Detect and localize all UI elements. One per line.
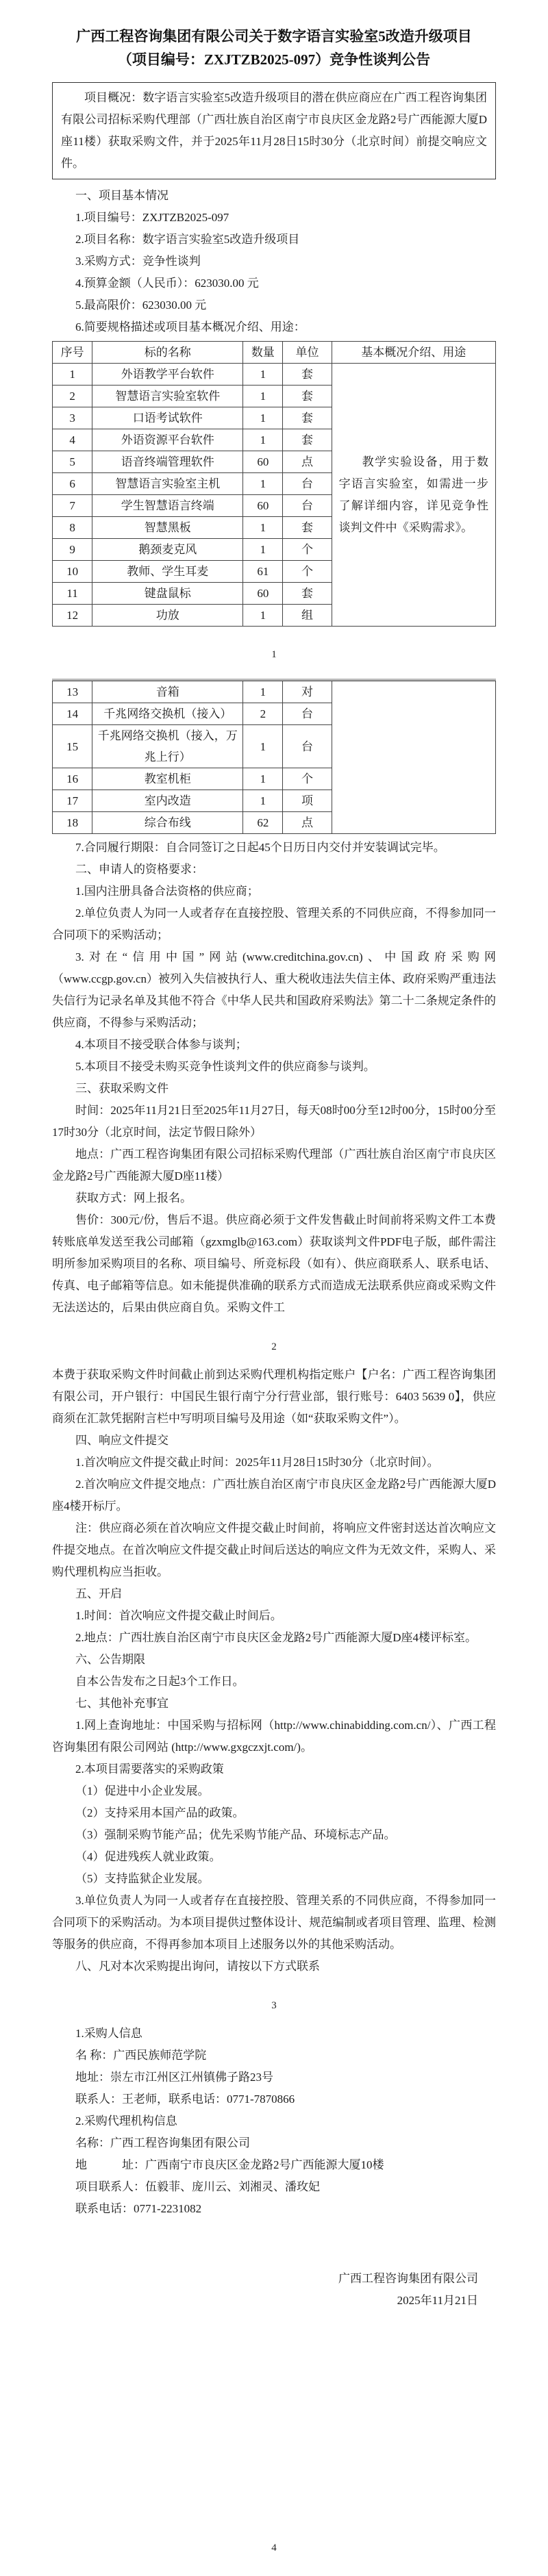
cell-name: 语音终端管理软件 — [92, 451, 243, 473]
cell-unit: 套 — [283, 429, 332, 451]
paragraph: 1.国内注册具备合法资格的供应商； — [75, 885, 259, 898]
usage-note-cell-empty — [332, 681, 495, 834]
cell-qty: 61 — [243, 561, 283, 583]
paragraph: 本费于获取采购文件时间截止前到达采购代理机构指定账户【户名：广西工程咨询集团有限公司，开户银行：中国民生银行南宁分行营业部，银行账号：6403 5639 0】，供应商须在汇款凭据附言栏中写明项目编号及用途（如“获取采购文件”）。 — [52, 1368, 496, 1425]
paragraph: 名 称：广西民族师范学院 — [75, 2049, 207, 2062]
cell-name: 智慧语言实验室主机 — [92, 473, 243, 495]
cell-unit: 项 — [283, 790, 332, 812]
paragraph: （3）强制采购节能产品；优先采购节能产品、环境标志产品。 — [75, 1828, 396, 1841]
cell-name: 千兆网络交换机（接入） — [92, 703, 243, 725]
section-heading-8: 八、凡对本次采购提出询问，请按以下方式联系 — [75, 1960, 320, 1973]
cell-qty: 1 — [243, 768, 283, 790]
paragraph: 7.合同履行期限：自合同签订之日起45个日历日内交付并安装调试完毕。 — [75, 841, 445, 854]
cell-name: 教室机柜 — [92, 768, 243, 790]
paragraph: 时间：2025年11月21日至2025年11月27日，每天08时00分至12时00分，15时00分至17时30分（北京时间，法定节假日除外） — [52, 1104, 496, 1139]
section-heading-3: 三、获取采购文件 — [75, 1082, 169, 1095]
paragraph: 6.简要规格描述或项目基本概况介绍、用途： — [75, 320, 306, 333]
cell-qty: 1 — [243, 517, 283, 539]
cell-qty: 60 — [243, 583, 283, 605]
paragraph: 5.本项目不接受未购买竞争性谈判文件的供应商参与谈判。 — [75, 1060, 375, 1073]
cell-name: 智慧语言实验室软件 — [92, 386, 243, 407]
col-header-name: 标的名称 — [92, 342, 243, 364]
col-header-unit: 单位 — [283, 342, 332, 364]
section-heading-7: 七、其他补充事宜 — [75, 1697, 169, 1710]
cell-seq: 15 — [53, 725, 92, 768]
cell-unit: 点 — [283, 451, 332, 473]
signature-org: 广西工程咨询集团有限公司 — [338, 2272, 478, 2285]
page-number-2: 2 — [271, 1341, 277, 1352]
cell-seq: 2 — [53, 386, 92, 407]
paragraph: 项目联系人：伍毅菲、庞川云、刘湘灵、潘玫妃 — [75, 2180, 320, 2193]
cell-qty: 1 — [243, 681, 283, 703]
paragraph: 5.最高限价：623030.00 元 — [75, 299, 207, 312]
section-heading-2: 二、申请人的资格要求： — [75, 863, 203, 876]
page-number-1: 1 — [271, 649, 277, 660]
paragraph: 售价：300元/份，售后不退。供应商必须于文件发售截止时间前将采购文件工本费转账底单发送至我公司邮箱（gzxmglb@163.com）获取谈判文件PDF电子版，邮件需注明所参加采购项目的名称、项目编号、所竞标段（如有）、供应商联系人、联系电话、传真、电子邮箱等信息。如未能提供准确的联系方式而造成无法联系供应商或采购文件无法送达的，后果由供应商自负。采购文件工 — [52, 1213, 496, 1314]
cell-seq: 1 — [53, 364, 92, 386]
cell-qty: 1 — [243, 386, 283, 407]
cell-unit: 台 — [283, 473, 332, 495]
section-heading-4: 四、响应文件提交 — [75, 1434, 169, 1447]
cell-unit: 台 — [283, 495, 332, 517]
cell-seq: 13 — [53, 681, 92, 703]
cell-seq: 3 — [53, 407, 92, 429]
cell-name: 综合布线 — [92, 812, 243, 834]
paragraph: 名称：广西工程咨询集团有限公司 — [75, 2136, 250, 2149]
cell-seq: 10 — [53, 561, 92, 583]
usage-note-cell — [332, 364, 495, 627]
col-header-qty: 数量 — [243, 342, 283, 364]
page-number-3: 3 — [271, 2000, 277, 2011]
title-line-2: （项目编号：ZXJTZB2025-097）竞争性谈判公告 — [117, 51, 431, 68]
paragraph: 4.预算金额（人民币）：623030.00 元 — [75, 277, 259, 290]
paragraph: 2.单位负责人为同一人或者存在直接控股、管理关系的不同供应商，不得参加同一合同项下的采购活动； — [52, 907, 496, 942]
paragraph: （4）促进残疾人就业政策。 — [75, 1850, 221, 1863]
paragraph: 3.采购方式：竞争性谈判 — [75, 255, 201, 268]
paragraph: 2.地点：广西壮族自治区南宁市良庆区金龙路2号广西能源大厦D座4楼评标室。 — [75, 1631, 477, 1644]
cell-seq: 9 — [53, 539, 92, 561]
cell-seq: 4 — [53, 429, 92, 451]
cell-seq: 5 — [53, 451, 92, 473]
cell-unit: 对 — [283, 681, 332, 703]
page-number-4: 4 — [271, 2542, 277, 2553]
cell-seq: 18 — [53, 812, 92, 834]
cell-seq: 6 — [53, 473, 92, 495]
paragraph: 1.首次响应文件提交截止时间：2025年11月28日15时30分（北京时间）。 — [75, 1456, 439, 1469]
cell-unit: 个 — [283, 539, 332, 561]
paragraph: 地址：崇左市江州区江州镇佛子路23号 — [75, 2071, 273, 2084]
blank-spacer — [52, 2312, 496, 2538]
cell-unit: 套 — [283, 386, 332, 407]
cell-seq: 16 — [53, 768, 92, 790]
cell-unit: 套 — [283, 583, 332, 605]
cell-qty: 1 — [243, 790, 283, 812]
cell-unit: 台 — [283, 703, 332, 725]
paragraph: 1.时间：首次响应文件提交截止时间后。 — [75, 1609, 282, 1622]
cell-unit: 套 — [283, 407, 332, 429]
cell-qty: 1 — [243, 539, 283, 561]
cell-name: 千兆网络交换机（接入，万兆上行） — [92, 725, 243, 768]
section-heading-5: 五、开启 — [75, 1587, 122, 1600]
col-header-usage: 基本概况介绍、用途 — [332, 342, 495, 364]
paragraph: 注：供应商必须在首次响应文件提交截止时间前，将响应文件密封送达首次响应文件提交地点。在首次响应文件提交截止时间后送达的响应文件为无效文件，采购人、采购代理机构应当拒收。 — [52, 1521, 496, 1578]
table-row — [53, 681, 496, 703]
cell-name: 学生智慧语言终端 — [92, 495, 243, 517]
cell-unit: 套 — [283, 364, 332, 386]
paragraph: 地 址：广西南宁市良庆区金龙路2号广西能源大厦10楼 — [75, 2158, 384, 2171]
cell-name: 键盘鼠标 — [92, 583, 243, 605]
paragraph: （2）支持采用本国产品的政策。 — [75, 1806, 245, 1819]
cell-unit: 组 — [283, 605, 332, 627]
cell-unit: 套 — [283, 517, 332, 539]
cell-seq: 8 — [53, 517, 92, 539]
cell-qty: 62 — [243, 812, 283, 834]
cell-seq: 17 — [53, 790, 92, 812]
cell-name: 鹅颈麦克风 — [92, 539, 243, 561]
cell-qty: 1 — [243, 407, 283, 429]
paragraph: 2.本项目需要落实的采购政策 — [75, 1763, 224, 1776]
paragraph: 地点：广西工程咨询集团有限公司招标采购代理部（广西壮族自治区南宁市良庆区金龙路2号广西能源大厦D座11楼） — [52, 1148, 496, 1183]
col-header-seq: 序号 — [53, 342, 92, 364]
cell-seq: 7 — [53, 495, 92, 517]
cell-name: 室内改造 — [92, 790, 243, 812]
cell-qty: 1 — [243, 364, 283, 386]
paragraph: 2.首次响应文件提交地点：广西壮族自治区南宁市良庆区金龙路2号广西能源大厦D座4楼开标厅。 — [52, 1478, 496, 1513]
paragraph: 联系电话：0771-2231082 — [75, 2202, 202, 2215]
cell-unit: 点 — [283, 812, 332, 834]
cell-name: 口语考试软件 — [92, 407, 243, 429]
items-table-part1 — [52, 341, 496, 627]
cell-name: 外语教学平台软件 — [92, 364, 243, 386]
table-header-row — [53, 342, 496, 364]
cell-name: 功放 — [92, 605, 243, 627]
paragraph: 1.网上查询地址：中国采购与招标网（http://www.chinabidding.com.cn/）、广西工程咨询集团有限公司网站 (http://www.gxgczxjt.com/)。 — [52, 1719, 496, 1754]
items-table-part2 — [52, 681, 496, 834]
paragraph: 2.采购代理机构信息 — [75, 2114, 177, 2127]
cell-name: 教师、学生耳麦 — [92, 561, 243, 583]
paragraph: 1.项目编号：ZXJTZB2025-097 — [75, 211, 229, 224]
cell-name: 智慧黑板 — [92, 517, 243, 539]
section-heading-6: 六、公告期限 — [75, 1653, 145, 1666]
cell-unit: 个 — [283, 561, 332, 583]
table-row — [53, 364, 496, 386]
usage-note-text: 教学实验设备，用于数字语言实验室，如需进一步了解详细内容，详见竞争性谈判文件中《采购需求》。 — [338, 455, 488, 534]
cell-unit: 台 — [283, 725, 332, 768]
paragraph: 3.对在“信用中国”网站(www.creditchina.gov.cn)、中国政府采购网（www.ccgp.gov.cn）被列入失信被执行人、重大税收违法失信主体、政府采购严重违法失信行为记录名单及其他不符合《中华人民共和国政府采购法》第二十二条规定条件的供应商，不得参与采购活动； — [52, 950, 497, 1029]
cell-unit: 个 — [283, 768, 332, 790]
cell-seq: 14 — [53, 703, 92, 725]
paragraph: （5）支持监狱企业发展。 — [75, 1872, 210, 1885]
paragraph: 3.单位负责人为同一人或者存在直接控股、管理关系的不同供应商，不得参加同一合同项下的采购活动。为本项目提供过整体设计、规范编制或者项目管理、监理、检测等服务的供应商，不得再参加本项目上述服务以外的其他采购活动。 — [52, 1894, 496, 1951]
cell-qty: 1 — [243, 429, 283, 451]
project-overview-box — [52, 82, 496, 179]
paragraph: 联系人：王老师，联系电话：0771-7870866 — [75, 2093, 295, 2106]
cell-qty: 60 — [243, 451, 283, 473]
cell-seq: 11 — [53, 583, 92, 605]
project-overview-text: 项目概况：数字语言实验室5改造升级项目的潜在供应商应在广西工程咨询集团有限公司招标采购代理部（广西壮族自治区南宁市良庆区金龙路2号广西能源大厦D座11楼）获取采购文件，并于2025年11月28日15时30分（北京时间）前提交响应文件。 — [61, 91, 487, 170]
cell-qty: 1 — [243, 605, 283, 627]
paragraph: 自本公告发布之日起3个工作日。 — [75, 1675, 245, 1688]
paragraph: 获取方式：网上报名。 — [75, 1191, 192, 1204]
paragraph: 4.本项目不接受联合体参与谈判； — [75, 1038, 247, 1051]
cell-seq: 12 — [53, 605, 92, 627]
paragraph: （1）促进中小企业发展。 — [75, 1784, 210, 1797]
paragraph: 1.采购人信息 — [75, 2027, 142, 2040]
cell-name: 外语资源平台软件 — [92, 429, 243, 451]
document-title — [52, 25, 496, 71]
cell-name: 音箱 — [92, 681, 243, 703]
cell-qty: 1 — [243, 725, 283, 768]
section-heading-1: 一、项目基本情况 — [75, 189, 169, 202]
cell-qty: 1 — [243, 473, 283, 495]
paragraph: 2.项目名称：数字语言实验室5改造升级项目 — [75, 233, 300, 246]
signature-date: 2025年11月21日 — [397, 2294, 478, 2307]
title-line-1: 广西工程咨询集团有限公司关于数字语言实验室5改造升级项目 — [76, 28, 472, 45]
cell-qty: 60 — [243, 495, 283, 517]
cell-qty: 2 — [243, 703, 283, 725]
